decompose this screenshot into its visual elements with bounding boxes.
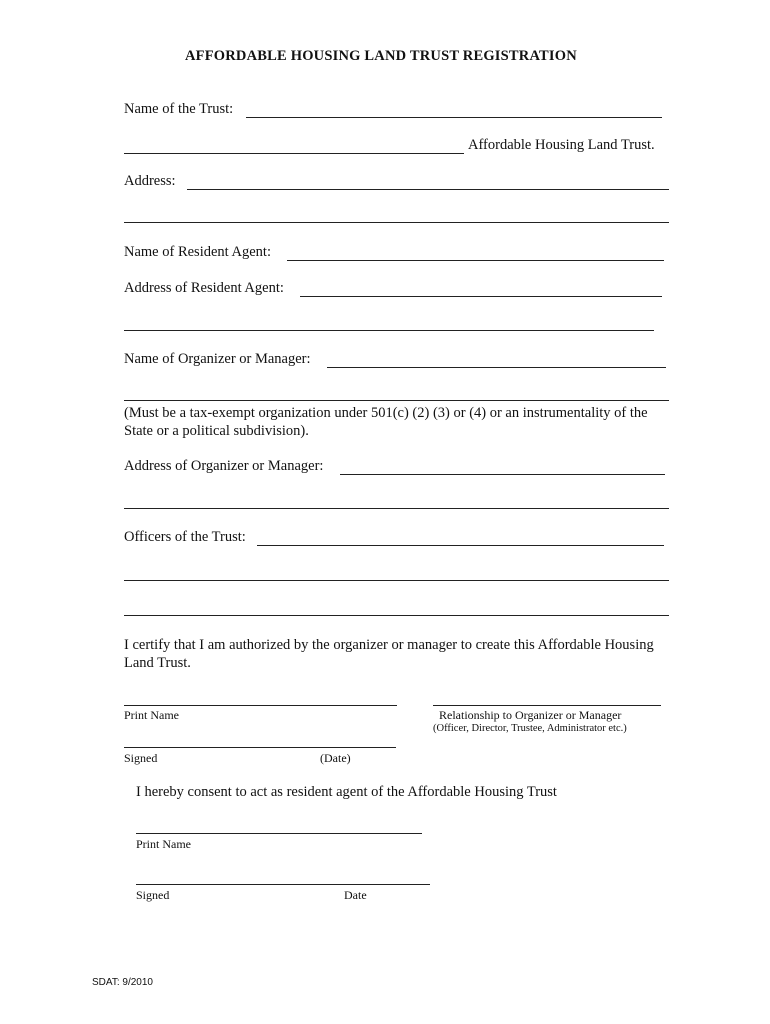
certification-line2: Land Trust. <box>124 655 191 671</box>
consent-signed-label: Signed <box>136 888 170 902</box>
trust-suffix-label: Affordable Housing Land Trust. <box>468 137 655 153</box>
certification-line1: I certify that I am authorized by the organizer or manager to create this Affordable Housing <box>124 637 654 653</box>
form-title: AFFORDABLE HOUSING LAND TRUST REGISTRATION <box>185 48 577 64</box>
consent-print-name-line[interactable] <box>136 833 422 834</box>
officers-line[interactable] <box>257 545 664 546</box>
consent-date-label: Date <box>344 888 367 902</box>
consent-print-name-label: Print Name <box>136 837 191 851</box>
cert-signed-label: Signed <box>124 751 158 765</box>
resident-agent-name-line[interactable] <box>287 260 664 261</box>
officers-label: Officers of the Trust: <box>124 529 246 545</box>
address-line[interactable] <box>187 189 669 190</box>
organizer-name-line-2[interactable] <box>124 400 669 401</box>
address-label: Address: <box>124 173 176 189</box>
organizer-address-line-2[interactable] <box>124 508 669 509</box>
cert-print-name-label: Print Name <box>124 708 179 722</box>
organizer-address-label: Address of Organizer or Manager: <box>124 458 324 474</box>
organizer-name-line[interactable] <box>327 367 666 368</box>
resident-agent-name-label: Name of Resident Agent: <box>124 244 271 260</box>
trust-name-line[interactable] <box>246 117 662 118</box>
cert-print-name-line[interactable] <box>124 705 397 706</box>
officers-line-2[interactable] <box>124 580 669 581</box>
address-line-2[interactable] <box>124 222 669 223</box>
cert-relationship-line[interactable] <box>433 705 661 706</box>
resident-agent-address-line[interactable] <box>300 296 662 297</box>
officers-line-3[interactable] <box>124 615 669 616</box>
cert-relationship-label: Relationship to Organizer or Manager <box>439 708 622 722</box>
consent-signed-line[interactable] <box>136 884 430 885</box>
form-footer-code: SDAT: 9/2010 <box>92 977 153 988</box>
trust-name-continuation-line[interactable] <box>124 153 464 154</box>
resident-agent-address-label: Address of Resident Agent: <box>124 280 284 296</box>
trust-name-label: Name of the Trust: <box>124 101 234 117</box>
organizer-note-line1: (Must be a tax-exempt organization under 501(c) (2) (3) or (4) or an instrumentality of the <box>124 405 648 421</box>
resident-agent-address-line-2[interactable] <box>124 330 654 331</box>
organizer-note-line2: State or a political subdivision). <box>124 423 309 439</box>
cert-relationship-examples: (Officer, Director, Trustee, Administrator etc.) <box>433 723 627 734</box>
cert-signed-line[interactable] <box>124 747 396 748</box>
cert-date-label: (Date) <box>320 751 351 765</box>
organizer-address-line[interactable] <box>340 474 665 475</box>
consent-text: I hereby consent to act as resident agent of the Affordable Housing Trust <box>136 784 557 800</box>
organizer-name-label: Name of Organizer or Manager: <box>124 351 311 367</box>
